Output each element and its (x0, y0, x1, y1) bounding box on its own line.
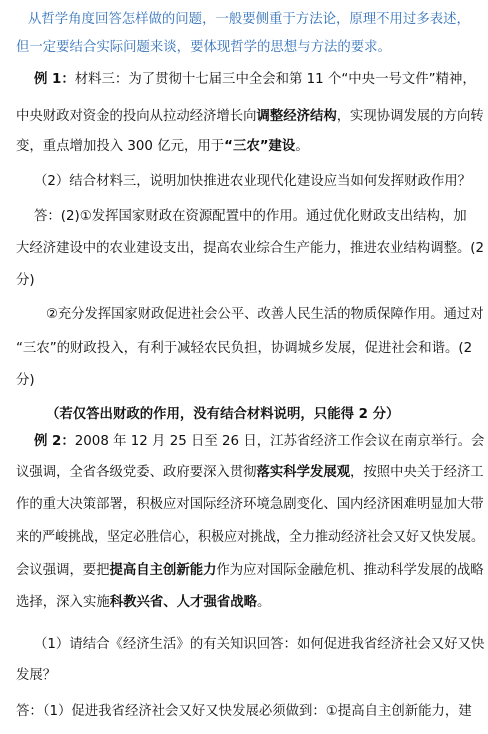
example2-line-2 (16, 464, 484, 482)
example1-answer2-line-2: “三农”的财政投入，有利于减轻农民负担，协调城乡发展，促进社会和谐。(2 (16, 341, 473, 356)
example1-label: 例 1： (34, 72, 75, 87)
example1-answer1-line-1: 答：(2)①发挥国家财政在资源配置中的作用。通过优化财政支出结构，加 (34, 209, 467, 224)
example2-question-line-1: （1）请结合《经济生活》的有关知识回答：如何促进我省经济社会又好又快 (34, 637, 485, 652)
example1-answer1-line-3: 分) (16, 273, 35, 288)
example2-bold-text: 提高自主创新能力 (109, 563, 217, 578)
example1-answer1-line-2: 大经济建设中的农业建设支出，提高农业综合生产能力，推进农业结构调整。(2 (16, 241, 485, 256)
example1-text: 。 (295, 139, 309, 154)
example1-question: （2）结合材料三，说明加快推进农业现代化建设应当如何发挥财政作用？ (34, 174, 472, 189)
example2-label: 例 2： (34, 434, 75, 449)
example2-text: 2008 年 12 月 25 日至 26 日，江苏省经济工作会议在南京举行。会 (74, 434, 485, 449)
example1-line-1 (34, 71, 476, 89)
example1-bold-text: 调整经济结构 (256, 109, 337, 124)
example1-material-text: 材料三：为了贯彻十七届三中全会和第 11 个“中央一号文件”精神， (74, 72, 476, 87)
example2-line-5 (16, 562, 484, 580)
example1-text: 变，重点增加投入 300 亿元，用于 (16, 139, 225, 154)
example2-bold-text: 科教兴省、人才强省战略 (109, 595, 258, 610)
grading-note (46, 406, 399, 424)
example2-answer-line: 答：（1）促进我省经济社会又好又快发展必须做到：①提高自主创新能力，建 (16, 704, 472, 719)
example1-answer2-line-1: ②充分发挥国家财政促进社会公平、改善人民生活的物质保障作用。通过对 (46, 307, 484, 322)
example2-line-3: 作的重大决策部署，积极应对国际经济环境急剧变化、国内经济困难明显加大带 (16, 497, 484, 512)
example2-text: 选择，深入实施 (16, 595, 110, 610)
example1-bold-text: “三农”建设 (224, 139, 296, 154)
example2-line-1 (34, 433, 484, 451)
example2-text: 。 (257, 595, 271, 610)
example2-bold-text: 落实科学发展观 (256, 465, 351, 480)
example2-line-6 (16, 594, 270, 612)
intro-line-1: 从哲学角度回答怎样做的问题，一般要侧重于方法论，原理不用过多表述， (28, 12, 470, 27)
example1-line-3 (16, 138, 309, 156)
example1-line-2 (16, 108, 484, 126)
example2-text: 作为应对国际金融危机、推动科学发展的战略 (216, 563, 484, 578)
example2-text: 议强调，全省各级党委、政府要深入贯彻 (16, 465, 257, 480)
example1-text: ，实现协调发展的方向转 (336, 109, 484, 124)
example1-text: 中央财政对资金的投向从拉动经济增长向 (16, 109, 257, 124)
example2-text: 会议强调，要把 (16, 563, 110, 578)
example1-answer2-line-3: 分) (16, 373, 35, 388)
grading-note-text: （若仅答出财政的作用，没有结合材料说明，只能得 2 分） (46, 407, 400, 422)
example2-line-4: 来的严峻挑战，坚定必胜信心，积极应对挑战，全力推动经济社会又好又快发展。 (16, 530, 485, 545)
intro-line-2: 但一定要结合实际问题来谈，要体现哲学的思想与方法的要求。 (16, 40, 391, 55)
example2-text: ，按照中央关于经济工 (350, 465, 484, 480)
example2-question-line-2: 发展？ (16, 668, 57, 683)
